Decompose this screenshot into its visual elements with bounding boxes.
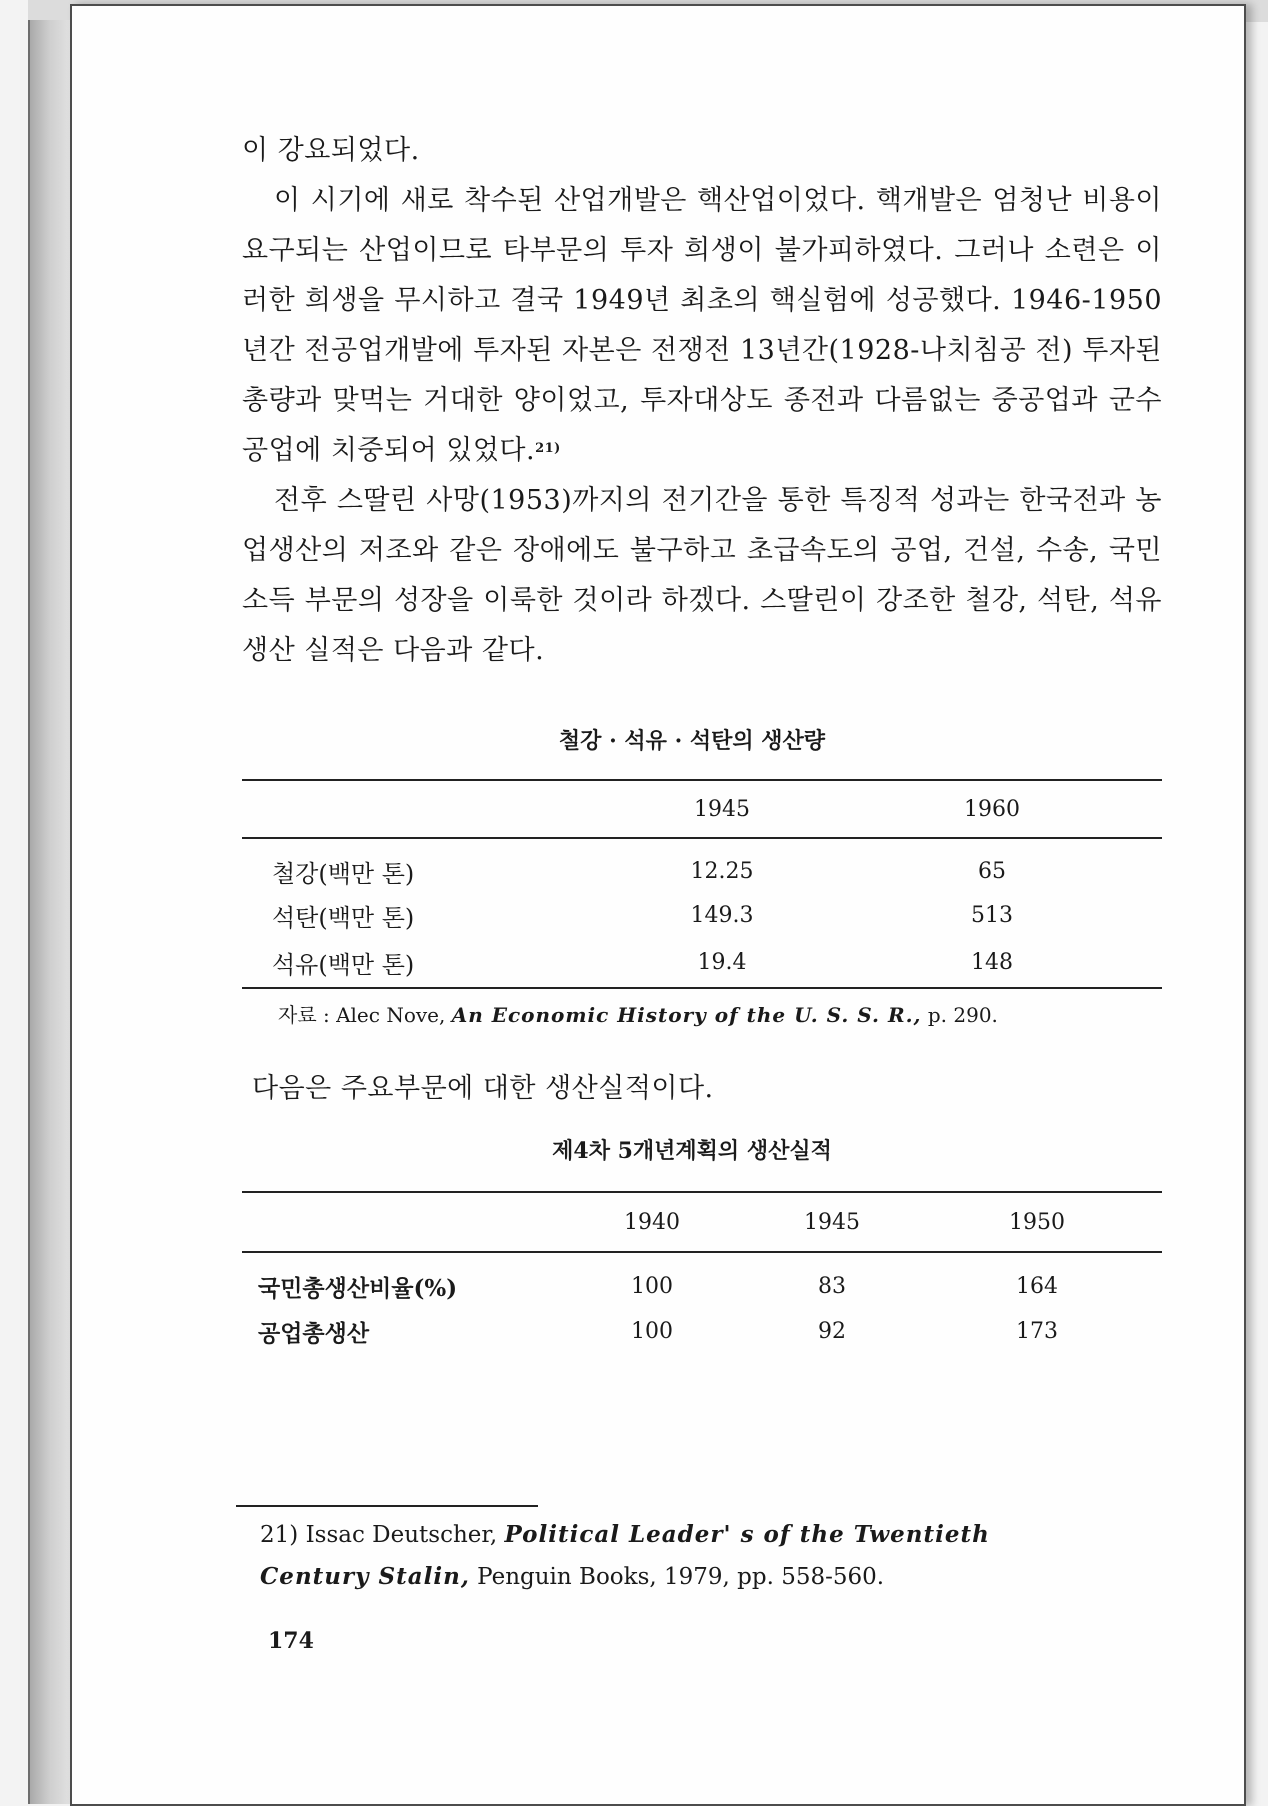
source-suffix: p. 290. [921,1003,998,1027]
paragraph-1: 이 강요되었다. [242,135,420,166]
table1-cell: 12.25 [690,858,754,884]
production-table-1 [242,779,1162,989]
table2-header-blank [242,1192,552,1252]
table2-cell: 173 [1016,1318,1058,1344]
table1-row-label: 석탄(백만 톤) [272,903,415,932]
table1-cell: 513 [971,902,1013,928]
table1-title: 철강 · 석유 · 석탄의 생산량 [558,728,826,754]
paragraph-2-text: 이 시기에 새로 착수된 산업개발은 핵산업이었다. 핵개발은 엄청난 비용이 요구되는 산업이므로 타부문의 투자 희생이 불가피하였다. 그러나 소련은 이러한 희생을 무시하고 결국 1949년 최초의 핵실험에 성공했다. 1946-1950년간 전공업개발에 투자된 자본은 전쟁전 13년간(1928-나치침공 전) 투자된 총량과 맞먹는 거대한 양이었고, 투자대상도 종전과 다름없는 중공업과 군수공업에 치중되어 있었다. [242,185,1162,466]
table2-row-label: 국민총생산비율(%) [258,1274,458,1302]
table1-cell: 65 [978,858,1006,884]
table1-col-1945: 1945 [694,796,750,822]
table2-cell: 83 [818,1273,846,1299]
table2-col-1940: 1940 [624,1209,680,1235]
page-content [242,135,1162,1353]
table2-col-1945: 1945 [804,1209,860,1235]
table2-cell: 92 [818,1318,846,1344]
source-title: An Economic History of the U. S. S. R., [451,1003,922,1027]
footnote-marker: 21) [535,441,561,456]
footnote-rest: Penguin Books, 1979, pp. 558-560. [469,1564,885,1590]
table1-source [278,999,1162,1028]
table-row [242,1309,1162,1353]
footnote-divider [236,1505,538,1507]
source-prefix: 자료 : Alec Nove, [278,1003,452,1027]
table-row [242,1252,1162,1309]
production-table-2 [242,1191,1162,1353]
table1-row-label: 철강(백만 톤) [272,859,415,888]
table2-row-label: 공업총생산 [258,1319,370,1347]
table2-col-1950: 1950 [1009,1209,1065,1235]
table1-cell: 19.4 [697,949,747,975]
paragraph-2 [242,176,1162,476]
table-row [242,838,1162,893]
book-spine-edge [28,20,74,1804]
table-row [242,893,1162,937]
table1-cell: 148 [971,949,1013,975]
table2-title: 제4차 5개년계획의 생산실적 [552,1138,832,1164]
paragraph-3: 전후 스딸린 사망(1953)까지의 전기간을 통한 특징적 성과는 한국전과 농업생산의 저조와 같은 장애에도 불구하고 초급속도의 공업, 건설, 수송, 국민소득 부문의 성장을 이룩한 것이라 하겠다. 스딸린이 강조한 철강, 석탄, 석유생산 실적은 다음과 같다. [242,485,1162,666]
table1-row-label: 석유(백만 톤) [272,950,415,979]
between-text: 다음은 주요부문에 대한 생산실적이다. [252,1073,714,1104]
table2-cell: 100 [631,1318,673,1344]
table1-cell: 149.3 [690,902,754,928]
table2-cell: 164 [1016,1273,1058,1299]
footnote-title: Political Leader' s of the Twentieth Century Stalin, [260,1521,990,1590]
table2-header-row [242,1192,1162,1252]
table-row [242,937,1162,988]
footnote-number: 21) [260,1522,299,1548]
table1-col-1960: 1960 [964,796,1020,822]
page-number: 174 [268,1628,314,1654]
footnote-author: Issac Deutscher, [305,1522,498,1548]
table2-cell: 100 [631,1273,673,1299]
table1-header-blank [242,780,622,838]
footnote [260,1514,1090,1598]
table1-header-row [242,780,1162,838]
